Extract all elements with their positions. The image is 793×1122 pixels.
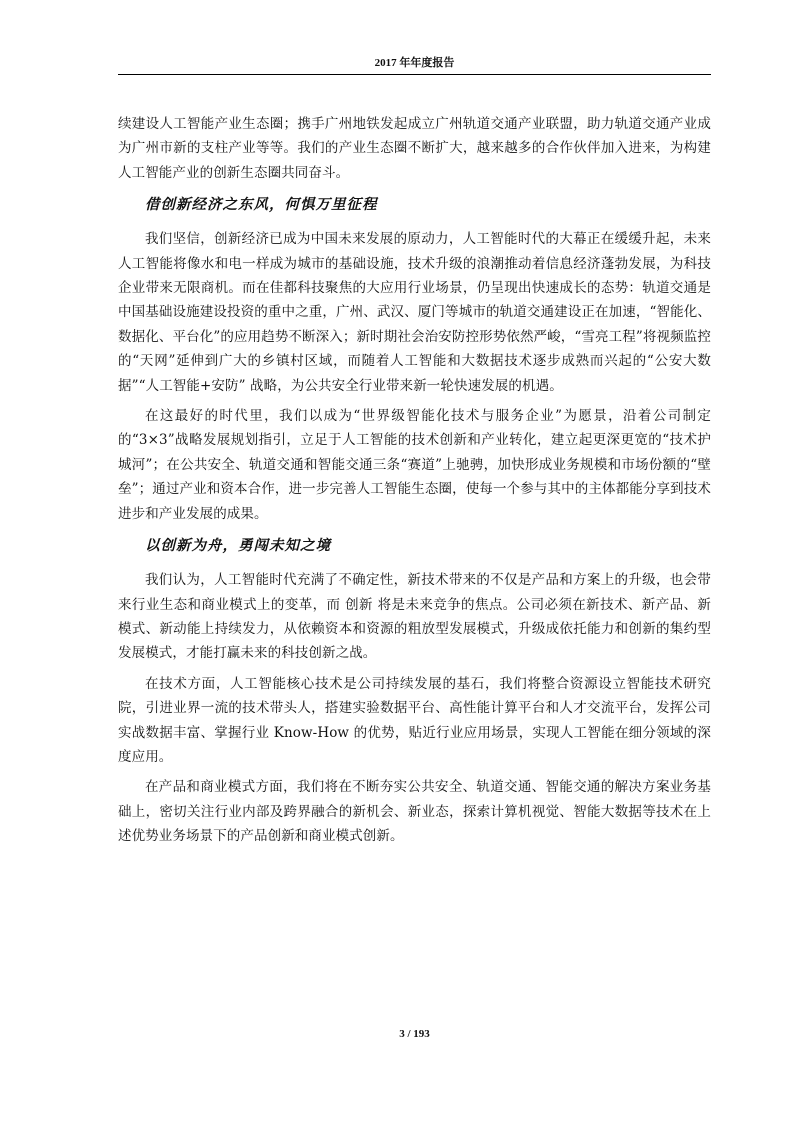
paragraph-innovation-economy: 我们坚信，创新经济已成为中国未来发展的原动力，人工智能时代的大幕正在缓缓升起，未来人工智能将像水和电一样成为城市的基础设施，技术升级的浪潮推动着信息经济蓬勃发展，为科技企业带来无限商机。而在佳都科技聚焦的大应用行业场景，仍呈现出快速成长的态势：轨道交通是中国基础设施建设投资的重中之重，广州、武汉、厦门等城市的轨道交通建设正在加速，“智能化、数据化、平台化”的应用趋势不断深入；新时期社会治安防控形势依然严峻，“雪亮工程”将视频监控的“天网”延伸到广大的乡镇村区域，而随着人工智能和大数据技术逐步成熟而兴起的“公安大数据”“人工智能+安防” 战略，为公共安全行业带来新一轮快速发展的机遇。 — [118, 231, 711, 394]
report-body — [118, 112, 711, 855]
page-number: 3 / 193 — [399, 1028, 430, 1040]
section-heading-innovation-boat: 以创新为舟，勇闯未知之境 — [145, 538, 331, 555]
page-header-title: 2017 年年度报告 — [374, 57, 455, 69]
section-heading-east-wind: 借创新经济之东风，何惧万里征程 — [145, 197, 378, 214]
paragraph-uncertainty: 我们认为，人工智能时代充满了不确定性，新技术带来的不仅是产品和方案上的升级，也会带来行业生态和商业模式上的变革，而 创新 将是未来竞争的焦点。公司必须在新技术、新产品、新模式、新动能上持续发力，从依赖资本和资源的粗放型发展模式，升级成依托能力和创新的集约型发展模式，才能打赢未来的科技创新之战。 — [118, 572, 711, 662]
paragraph-business-model: 在产品和商业模式方面，我们将在不断夯实公共安全、轨道交通、智能交通的解决方案业务基础上，密切关注行业内部及跨界融合的新机会、新业态，探索计算机视觉、智能大数据等技术在上述优势业务场景下的产品创新和商业模式创新。 — [118, 779, 711, 845]
paragraph-technology: 在技术方面，人工智能核心技术是公司持续发展的基石，我们将整合资源设立智能技术研究院，引进业界一流的技术带头人，搭建实验数据平台、高性能计算平台和人才交流平台，发挥公司实战数据丰富、掌握行业 Know-How 的优势，贴近行业应用场景，实现人工智能在细分领域的深度应用。 — [118, 675, 711, 765]
header-divider — [118, 74, 711, 75]
paragraph-best-era: 在这最好的时代里，我们以成为“世界级智能化技术与服务企业”为愿景，沿着公司制定的“3×3”战略发展规划指引，立足于人工智能的技术创新和产业转化，建立起更深更宽的“技术护城河”；在公共安全、轨道交通和智能交通三条“赛道”上驰骋，加快形成业务规模和市场份额的“壁垒”；通过产业和资本合作，进一步完善人工智能生态圈，使每一个参与其中的主体都能分享到技术进步和产业发展的成果。 — [118, 408, 711, 522]
paragraph-continuation: 续建设人工智能产业生态圈；携手广州地铁发起成立广州轨道交通产业联盟，助力轨道交通产业成为广州市新的支柱产业等等。我们的产业生态圈不断扩大，越来越多的合作伙伴加入进来，为构建人工智能产业的创新生态圈共同奋斗。 — [118, 116, 711, 181]
